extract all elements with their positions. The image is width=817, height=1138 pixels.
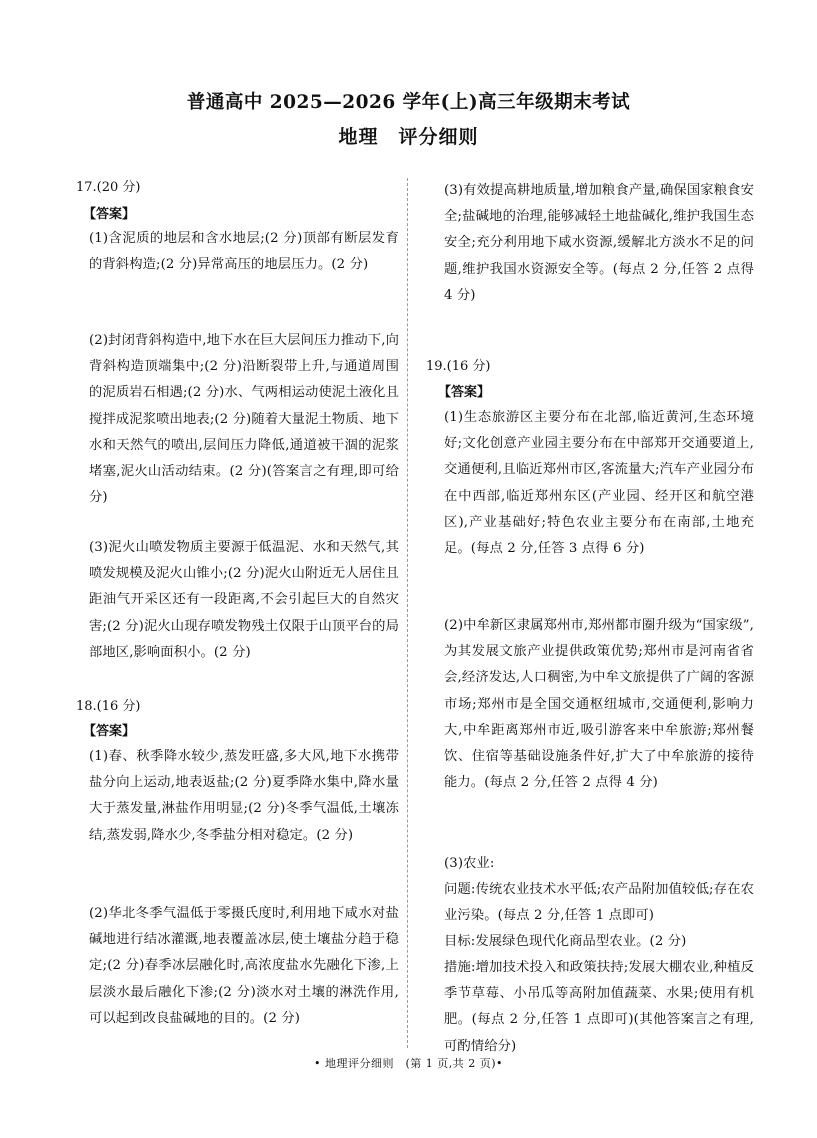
question-17-part-3: (3)泥火山喷发物质主要源于低温泥、水和天然气,其喷发规模及泥火山锥小;(2 分)泥火山附近无人居住且距油气开采区还有一段距离,不会引起巨大的自然灾害;(2 分)泥火山现存喷发物残土仅限于山顶平台的局部地区,影响面积小。(2 分)	[89, 540, 399, 660]
question-19-part-3-heading: (3)农业:	[444, 856, 495, 871]
question-19-part-3-goal: 目标:发展绿色现代化商品型农业。(2 分)	[444, 934, 687, 949]
question-19-part-2: (2)中牟新区隶属郑州市,郑州都市圈升级为“国家级”,为其发展文旅产业提供政策优势;郑州市是河南省省会,经济发达,人口稠密,为中牟文旅提供了广阔的客源市场;郑州市是全国交通枢纽城市,交通便利,影响力大,中牟距离郑州市近,吸引游客来中牟旅游;郑州餐饮、住宿等基础设施条件好,扩大了中牟旅游的接待能力。(每点 2 分,任答 2 点得 4 分)	[444, 618, 754, 791]
question-18-part-1: (1)春、秋季降水较少,蒸发旺盛,多大风,地下水携带盐分向上运动,地表返盐;(2 分)夏季降水集中,降水量大于蒸发量,淋盐作用明显;(2 分)冬季气温低,土壤冻结,蒸发弱,降水少,冬季盐分相对稳定。(2 分)	[89, 749, 399, 843]
question-17-part-1: (1)含泥质的地层和含水地层;(2 分)顶部有断层发育的背斜构造;(2 分)异常高压的地层压力。(2 分)	[89, 231, 399, 273]
question-18-answer-label: 【答案】	[83, 724, 136, 739]
question-17-answer-label: 【答案】	[83, 207, 136, 222]
column-divider	[407, 178, 408, 1048]
question-17-part-2: (2)封闭背斜构造中,地下水在巨大层间压力推动下,向背斜构造顶端集中;(2 分)沿断裂带上升,与通道周围的泥质岩石相遇;(2 分)水、气两相运动使泥土液化且搅拌成泥浆喷出地表;(2 分)随着大量泥土物质、地下水和天然气的喷出,层间压力降低,通道被干涸的泥浆堵塞,泥火山活动结束。(2 分)(答案言之有理,即可给分)	[89, 333, 399, 506]
question-19-part-3-problems: 问题:传统农业技术水平低;农产品附加值较低;存在农业污染。(每点 2 分,任答 1 点即可)	[444, 882, 754, 924]
question-19-answer-label: 【答案】	[438, 385, 491, 400]
page-footer: • 地理评分细则 (第 1 页,共 2 页)•	[313, 1057, 504, 1070]
question-18-number: 18.(16 分)	[76, 699, 141, 714]
question-19-number: 19.(16 分)	[426, 359, 491, 374]
question-17-number: 17.(20 分)	[76, 180, 141, 195]
question-19-part-3-measures: 措施:增加技术投入和政策扶持;发展大棚农业,种植反季节草莓、小吊瓜等高附加值蔬菜、水果;使用有机肥。(每点 2 分,任答 1 点即可)(其他答案言之有理,可酌情给分)	[444, 960, 754, 1054]
question-18-part-2: (2)华北冬季气温低于零摄氏度时,利用地下咸水对盐碱地进行结冰灌溉,地表覆盖冰层,使土壤盐分趋于稳定;(2 分)春季冰层融化时,高浓度盐水先融化下渗,上层淡水最后融化下渗;(2 分)淡水对土壤的淋洗作用,可以起到改良盐碱地的目的。(2 分)	[89, 906, 399, 1026]
exam-subtitle: 地理 评分细则	[338, 126, 479, 148]
exam-title: 普通高中 2025—2026 学年(上)高三年级期末考试	[186, 92, 631, 113]
question-19-part-1: (1)生态旅游区主要分布在北部,临近黄河,生态环境好;文化创意产业园主要分布在中部郑开交通要道上,交通便利,且临近郑州市区,客流量大;汽车产业园分布在中西部,临近郑州东区(产业园、经开区和航空港区),产业基础好;特色农业主要分布在南部,土地充足。(每点 2 分,任答 3 点得 6 分)	[444, 410, 754, 557]
question-18-part-3: (3)有效提高耕地质量,增加粮食产量,确保国家粮食安全;盐碱地的治理,能够减轻土地盐碱化,维护我国生态安全;充分利用地下咸水资源,缓解北方淡水不足的问题,维护我国水资源安全等。(每点 2 分,任答 2 点得 4 分)	[444, 183, 754, 303]
